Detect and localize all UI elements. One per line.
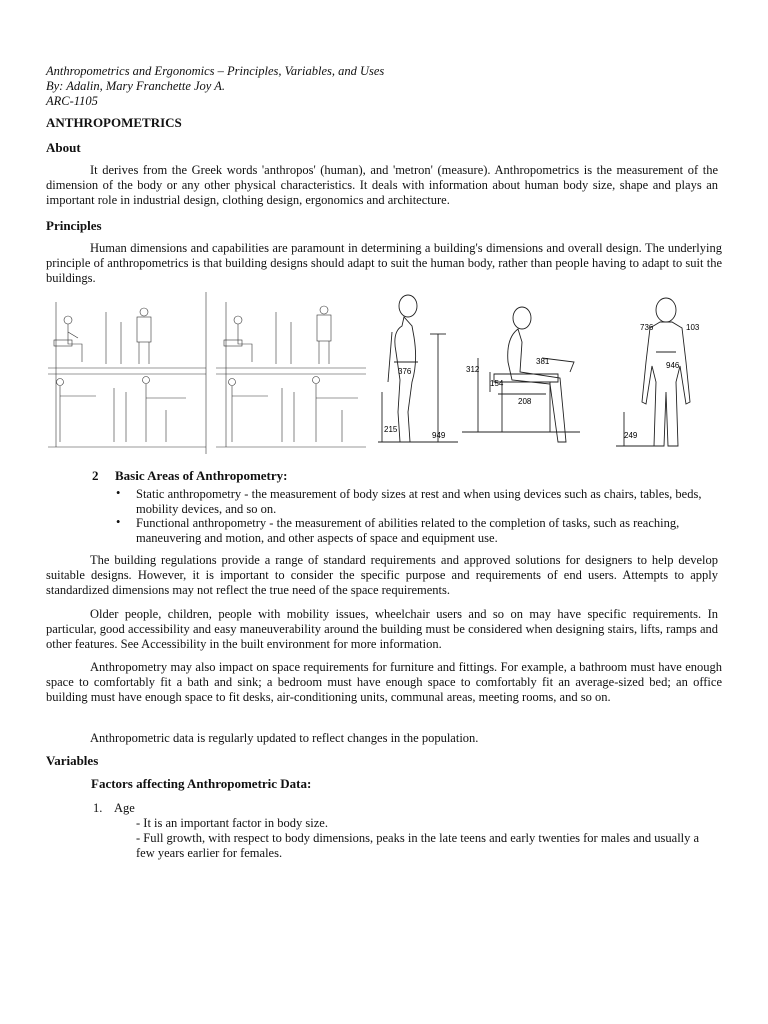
seated-height-label: 381 bbox=[536, 357, 550, 366]
list-item-title: Age bbox=[114, 801, 135, 815]
factors-subheading: Factors affecting Anthropometric Data: bbox=[91, 776, 312, 791]
seat-depth-label: 154 bbox=[490, 379, 504, 388]
body-paragraph: Anthropometric data is regularly updated to reflect changes in the population. bbox=[90, 731, 479, 745]
document-author: By: Adalin, Mary Franchette Joy A. bbox=[46, 79, 225, 93]
knee-depth-label: 208 bbox=[518, 397, 532, 406]
front-shoulder-right-label: 103 bbox=[686, 323, 700, 332]
seated-side-figure bbox=[462, 292, 580, 452]
variables-heading: Variables bbox=[46, 753, 99, 768]
about-paragraph: It derives from the Greek words 'anthropos' (human), and 'metron' (measure). Anthropometrics is the measurement of the dimension of the body or any other physical characteristics. It deals with information about human body size, shape and plays an important role in industrial design, clothing design, ergonomics and architecture. bbox=[46, 163, 718, 207]
front-hip-label: 946 bbox=[666, 361, 680, 370]
principles-heading: Principles bbox=[46, 218, 102, 233]
seat-to-floor-label: 312 bbox=[466, 365, 480, 374]
standing-front-figure bbox=[616, 292, 712, 454]
bullet-marker: • bbox=[116, 515, 121, 529]
list-item-line: - It is an important factor in body size. bbox=[136, 816, 328, 830]
main-heading: ANTHROPOMETRICS bbox=[46, 115, 182, 130]
standing-total-label: 949 bbox=[432, 431, 446, 440]
body-paragraph: Older people, children, people with mobility issues, wheelchair users and so on may have specific requirements. In particular, good accessibility and easy maneuverability around the building must be considered when designing stairs, lifts, ramps and other features. See Accessibility in the built environment for more information. bbox=[46, 607, 718, 651]
basic-areas-title: Basic Areas of Anthropometry: bbox=[115, 468, 288, 483]
basic-areas-number: 2 bbox=[92, 468, 99, 483]
body-paragraph: Anthropometry may also impact on space requirements for furniture and fittings. For example, a bathroom must have enough space to comfortably fit a bath and sink; a bedroom must have enough space to comfortably fit an average-sized bed; an office building must have enough space to fit desks, air-conditioning units, communal areas, meeting rooms, and so on. bbox=[46, 660, 722, 704]
standing-low-label: 215 bbox=[384, 425, 398, 434]
standing-upper-label: 376 bbox=[398, 367, 412, 376]
basic-areas-heading bbox=[92, 468, 287, 484]
list-item-line: - Full growth, with respect to body dimensions, peaks in the late teens and early twenties for males and usually a few years earlier for females. bbox=[136, 831, 700, 860]
principles-paragraph: Human dimensions and capabilities are paramount in determining a building's dimensions and overall design. The underlying principle of anthropometrics is that building designs should adapt to suit the human body, rather than people having to adapt to suit the buildings. bbox=[46, 241, 722, 285]
front-knee-label: 249 bbox=[624, 431, 638, 440]
about-heading: About bbox=[46, 140, 81, 155]
body-paragraph: The building regulations provide a range of standard requirements and approved solutions for designers to help develop suitable designs. However, it is important to consider the specific purpose and requirements of end users. Attempts to apply standardized dimensions may not reflect the true need of the space requirements. bbox=[46, 553, 718, 597]
list-item: Functional anthropometry - the measurement of abilities related to the completion of tasks, such as reaching, maneuvering and motion, and other aspects of space and equipment use. bbox=[136, 516, 680, 545]
list-number: 1. bbox=[93, 801, 103, 815]
standing-side-figure bbox=[378, 292, 460, 452]
bullet-marker: • bbox=[116, 486, 121, 500]
list-item: Static anthropometry - the measurement of body sizes at rest and when using devices such as chairs, tables, beds, mobility devices, and so on. bbox=[136, 487, 702, 516]
document-title: Anthropometrics and Ergonomics – Principles, Variables, and Uses bbox=[46, 64, 385, 78]
anthropometric-chart-figure bbox=[46, 292, 368, 454]
document-course: ARC-1105 bbox=[46, 94, 98, 108]
front-shoulder-left-label: 736 bbox=[640, 323, 654, 332]
